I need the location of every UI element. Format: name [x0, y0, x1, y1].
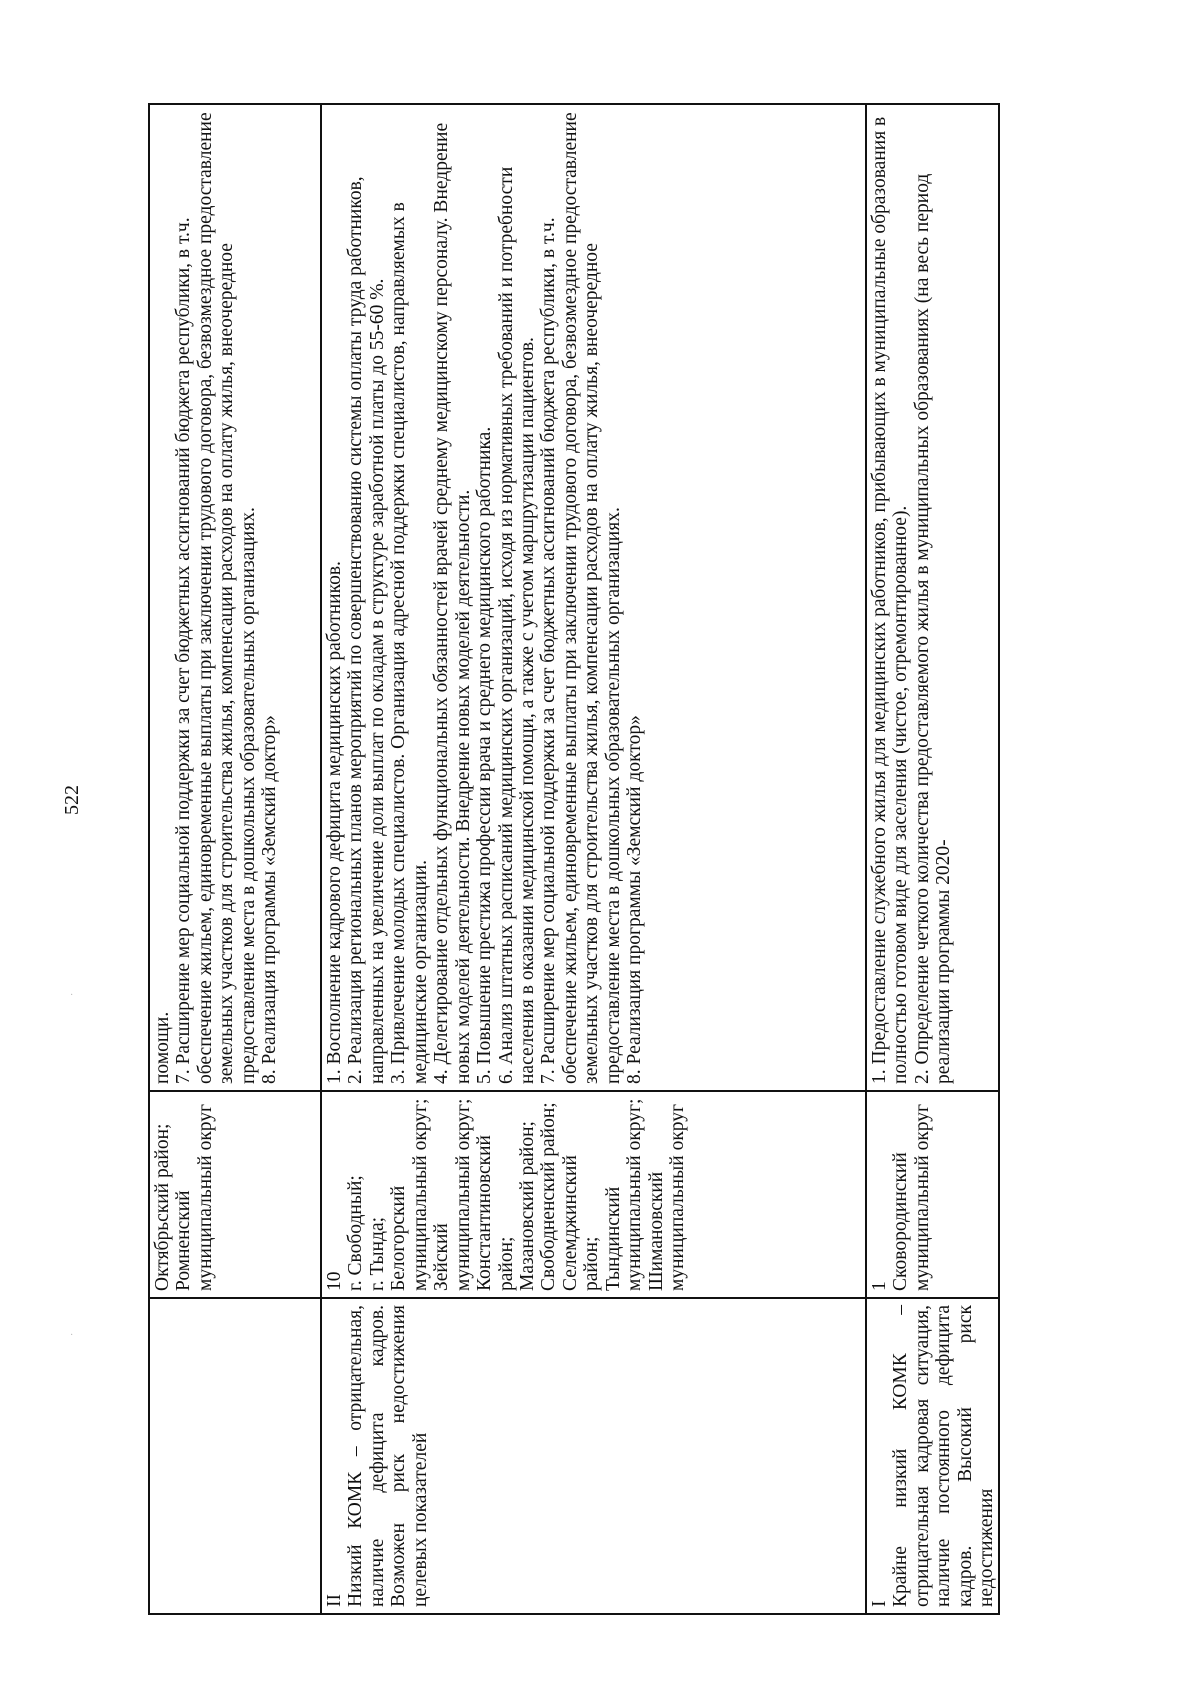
territory-item: Свободненский район; [538, 1102, 560, 1291]
measures-cell [321, 104, 866, 1091]
group-label: II [324, 1594, 345, 1607]
territory-item: Тындинский муниципальный округ; [602, 1098, 646, 1291]
group-label: I [869, 1600, 890, 1607]
measure-item: 4. Делегирование отдельных функциональных обязанностей врачей среднему медицинскому персоналу. Внедрение новых моделей деятельности. Внедрение новых моделей деятельности. [431, 122, 474, 1084]
group-cell [149, 1298, 321, 1614]
measure-item: 7. Расширение мер социальной поддержки за счет бюджетных ассигнований бюджета республики, в т.ч. обеспечение жильем, единовременные выплаты при заключении трудового договора, безвозмездное предоставление земельных участков для строительства жилья, компенсации расходов на оплату жилья, внеочередное предоставление места в дошкольных образовательных организациях. [538, 112, 624, 1084]
measure-item: 3. Привлечение молодых специалистов. Организация адресной поддержки специалистов, направляемых в медицинские организации. [388, 202, 431, 1084]
measure-item: 1. Предоставление служебного жилья для медицинских работников, прибывающих в муниципальные образования в полностью готовом виде для заселения (чистое, отремонтированное). [869, 116, 912, 1084]
territory-item: муниципальный округ [911, 1103, 933, 1291]
territory-cell [149, 1091, 321, 1298]
measure-item: 2. Определение четкого количества предоставляемого жилья в муниципальных образованиях (на весь период реализации программы 2020- [911, 173, 955, 1084]
measures-cell [866, 104, 999, 1091]
measure-item: 6. Анализ штатных расписаний медицинских организаций, исходя из нормативных требований и потребности населения в оказании медицинской помощи, а также с учетом маршрутизации пациентов. [495, 166, 538, 1084]
measure-item: 8. Реализация программы «Земский доктор» [259, 715, 281, 1084]
measure-item: 8. Реализация программы «Земский доктор» [624, 715, 646, 1084]
scan-speck: · [70, 1330, 74, 1341]
territory-item: муниципальный округ [194, 1103, 216, 1291]
territory-cell [321, 1091, 866, 1298]
territory-item: Сковородинский [890, 1152, 912, 1291]
territory-item: г. Свободный; [345, 1175, 367, 1291]
territory-item: Зейский муниципальный округ; [431, 1098, 474, 1291]
territory-cell [866, 1091, 999, 1298]
measures-cell [149, 104, 321, 1091]
territory-count: 10 [324, 1271, 345, 1291]
measure-item: 1. Восполнение кадрового дефицита медицинских работников. [324, 561, 345, 1084]
table-row [866, 104, 999, 1614]
rotated-table-sheet [148, 105, 998, 1615]
measure-item: 7. Расширение мер социальной поддержки за счет бюджетных ассигнований бюджета республики, в т.ч. обеспечение жильем, единовременные выплаты при заключении трудового договора, безвозмездное предоставление земельных участков для строительства жилья, компенсации расходов на оплату жилья, внеочередное предоставление места в дошкольных образовательных организациях. [173, 112, 259, 1084]
measure-item: 5. Повышение престижа профессии врача и среднего медицинского работника. [474, 426, 496, 1084]
table-row [149, 104, 321, 1614]
territory-item: г. Тында; [366, 1216, 388, 1291]
territory-item: Константиновский район; [474, 1135, 517, 1291]
territory-item: Октябрьский район; [152, 1123, 173, 1291]
group-description: Крайне низкий КОМК – отрицательная кадровая ситуация, наличие постоянного дефицита кадров. Высокий риск недостижения [890, 1305, 998, 1607]
group-cell [866, 1298, 999, 1614]
measure-item: помощи. [152, 1011, 173, 1084]
territory-item: Белогорский муниципальный округ; [388, 1098, 431, 1291]
group-cell [321, 1298, 866, 1614]
territory-item: Ромненский [173, 1190, 195, 1291]
scan-speck: · [70, 990, 74, 1001]
territory-item: Мазановский район; [516, 1121, 538, 1291]
territory-item: Шимановский муниципальный округ [645, 1103, 688, 1291]
group-description: Низкий КОМК – отрицательная, наличие дефицита кадров. Возможен риск недостижения целевых показателей [345, 1305, 431, 1607]
territory-item: Селемджинский район; [559, 1155, 603, 1291]
measures-table [148, 103, 1000, 1615]
page-number: 522 [61, 785, 83, 815]
table-row [321, 104, 866, 1614]
measure-item: 2. Реализация региональных планов мероприятий по совершенствованию системы оплаты труда работников, направленных на увеличение доли выплат по окладам в структуре заработной платы до 55-60 %. [345, 176, 388, 1084]
territory-count: 1 [869, 1281, 890, 1291]
